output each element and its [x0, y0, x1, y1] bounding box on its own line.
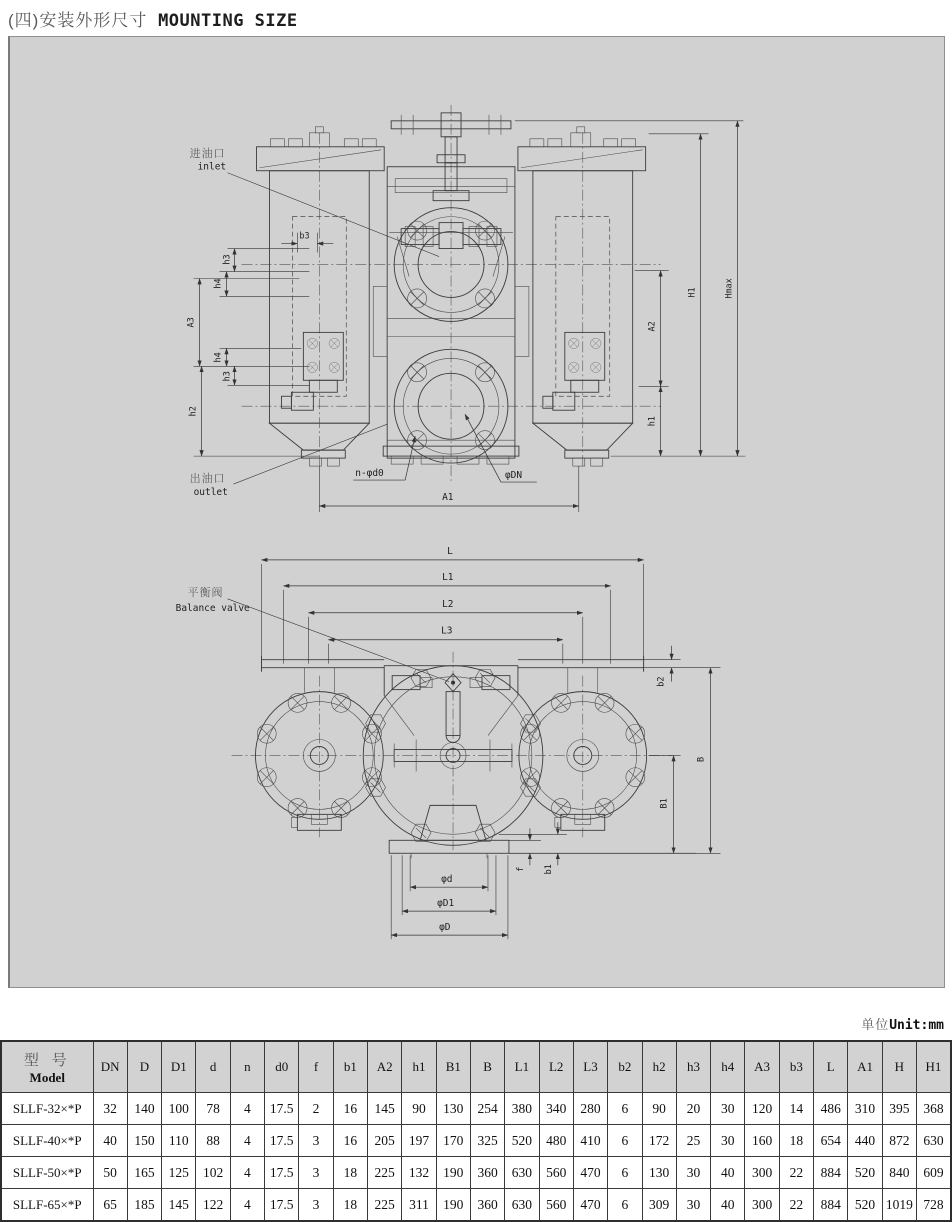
table-cell: 520 [505, 1125, 539, 1157]
column-header-h3: h3 [676, 1041, 710, 1093]
technical-drawing [10, 37, 944, 987]
table-cell: 22 [779, 1157, 813, 1189]
table-cell: 18 [333, 1189, 367, 1222]
table-cell: 520 [848, 1157, 882, 1189]
table-cell: 18 [779, 1125, 813, 1157]
table-cell: 884 [814, 1157, 848, 1189]
table-cell: 311 [402, 1189, 436, 1222]
table-cell: 32 [93, 1093, 127, 1125]
table-cell: 172 [642, 1125, 676, 1157]
table-cell: 65 [93, 1189, 127, 1222]
column-header-h4: h4 [711, 1041, 745, 1093]
table-cell: 90 [402, 1093, 436, 1125]
table-cell: 17.5 [265, 1093, 299, 1125]
page-title-en: MOUNTING SIZE [158, 11, 298, 31]
table-cell: 280 [573, 1093, 607, 1125]
table-cell: 50 [93, 1157, 127, 1189]
column-header-L3: L3 [573, 1041, 607, 1093]
table-cell: 4 [230, 1157, 264, 1189]
table-cell: 18 [333, 1157, 367, 1189]
column-header-d: d [196, 1041, 230, 1093]
table-cell: 309 [642, 1189, 676, 1222]
dim-b2: b2 [655, 676, 666, 687]
page-title [8, 6, 298, 31]
dim-B1: B1 [658, 798, 669, 809]
inlet-label-zh: 进油口 [189, 146, 226, 160]
column-header-B1: B1 [436, 1041, 470, 1093]
column-header-b3: b3 [779, 1041, 813, 1093]
front-view [186, 105, 746, 512]
table-cell: 630 [505, 1189, 539, 1222]
table-cell: 609 [917, 1157, 952, 1189]
table-cell: 20 [676, 1093, 710, 1125]
outlet-label-zh: 出油口 [189, 472, 226, 486]
table-cell: 840 [882, 1157, 916, 1189]
plan-dims-top [261, 546, 643, 672]
table-cell: 6 [608, 1189, 642, 1222]
dim-b1: b1 [542, 864, 553, 875]
table-cell: 100 [162, 1093, 196, 1125]
dim-B: B [695, 756, 706, 763]
table-cell: 728 [917, 1189, 952, 1222]
table-cell: 470 [573, 1157, 607, 1189]
table-cell: 17.5 [265, 1157, 299, 1189]
table-cell: 30 [711, 1125, 745, 1157]
dim-h1: h1 [646, 416, 657, 427]
model-header-cell [1, 1041, 93, 1093]
table-cell: 560 [539, 1189, 573, 1222]
table-cell: 630 [917, 1125, 952, 1157]
table-cell: 3 [299, 1125, 333, 1157]
table-cell: 410 [573, 1125, 607, 1157]
table-cell: 470 [573, 1189, 607, 1222]
table-cell: 3 [299, 1189, 333, 1222]
table-cell: 190 [436, 1189, 470, 1222]
bore-label: φDN [504, 470, 523, 482]
table-cell: 486 [814, 1093, 848, 1125]
table-cell: 30 [676, 1189, 710, 1222]
dim-h3-lower: h3 [221, 371, 232, 382]
table-cell: 2 [299, 1093, 333, 1125]
table-cell: 254 [470, 1093, 504, 1125]
table-cell: 14 [779, 1093, 813, 1125]
plan-view [176, 546, 721, 939]
dim-L: L [447, 545, 453, 557]
balance-valve-callout [176, 585, 449, 682]
table-cell: 480 [539, 1125, 573, 1157]
column-header-H: H [882, 1041, 916, 1093]
table-cell: 4 [230, 1093, 264, 1125]
table-cell: 17.5 [265, 1189, 299, 1222]
dim-a2: A2 [646, 321, 657, 332]
column-header-L2: L2 [539, 1041, 573, 1093]
drawing-panel [8, 36, 945, 988]
balance-valve-label-en: Balance valve [175, 602, 250, 614]
table-cell: 130 [642, 1157, 676, 1189]
table-cell: 1019 [882, 1189, 916, 1222]
table-cell: 145 [162, 1189, 196, 1222]
column-header-DN: DN [93, 1041, 127, 1093]
table-cell: 88 [196, 1125, 230, 1157]
dim-L1: L1 [442, 571, 454, 583]
dim-b3: b3 [299, 230, 310, 241]
column-header-A2: A2 [368, 1041, 402, 1093]
table-cell: 884 [814, 1189, 848, 1222]
table-cell: 110 [162, 1125, 196, 1157]
table-cell: 140 [127, 1093, 161, 1125]
column-header-b1: b1 [333, 1041, 367, 1093]
table-cell: 25 [676, 1125, 710, 1157]
table-cell: 368 [917, 1093, 952, 1125]
column-header-L1: L1 [505, 1041, 539, 1093]
unit-note-en: Unit:mm [889, 1018, 944, 1033]
model-cell: SLLF-65×*P [1, 1189, 93, 1222]
column-header-A1: A1 [848, 1041, 882, 1093]
column-header-D: D [127, 1041, 161, 1093]
table-cell: 30 [676, 1157, 710, 1189]
table-cell: 90 [642, 1093, 676, 1125]
inlet-label-en: inlet [197, 161, 227, 173]
model-cell: SLLF-32×*P [1, 1093, 93, 1125]
bolt-holes-label: n-φd0 [355, 468, 384, 480]
dim-phi-D: φD [439, 922, 451, 934]
table-row [1, 1125, 951, 1157]
table-cell: 3 [299, 1157, 333, 1189]
dim-H1: H1 [686, 287, 697, 298]
table-cell: 17.5 [265, 1125, 299, 1157]
table-cell: 132 [402, 1157, 436, 1189]
table-cell: 440 [848, 1125, 882, 1157]
table-cell: 4 [230, 1189, 264, 1222]
dimension-table-header [1, 1041, 951, 1093]
model-header-zh: 型 号 [23, 1050, 71, 1069]
table-row [1, 1189, 951, 1222]
model-cell: SLLF-40×*P [1, 1125, 93, 1157]
table-cell: 6 [608, 1125, 642, 1157]
table-cell: 78 [196, 1093, 230, 1125]
table-cell: 310 [848, 1093, 882, 1125]
table-cell: 560 [539, 1157, 573, 1189]
dimension-table [0, 1040, 952, 1222]
column-header-h2: h2 [642, 1041, 676, 1093]
unit-note [861, 1014, 944, 1033]
column-header-d0: d0 [265, 1041, 299, 1093]
dim-f: f [514, 866, 525, 872]
table-cell: 325 [470, 1125, 504, 1157]
table-cell: 300 [745, 1189, 779, 1222]
unit-note-zh: 单位 [861, 1017, 890, 1032]
table-cell: 654 [814, 1125, 848, 1157]
table-cell: 125 [162, 1157, 196, 1189]
table-cell: 102 [196, 1157, 230, 1189]
model-cell: SLLF-50×*P [1, 1157, 93, 1189]
table-cell: 160 [745, 1125, 779, 1157]
table-cell: 630 [505, 1157, 539, 1189]
table-cell: 165 [127, 1157, 161, 1189]
table-cell: 30 [711, 1093, 745, 1125]
table-cell: 6 [608, 1157, 642, 1189]
table-cell: 16 [333, 1093, 367, 1125]
plan-piping [261, 656, 643, 743]
table-cell: 185 [127, 1189, 161, 1222]
table-cell: 145 [368, 1093, 402, 1125]
table-cell: 395 [882, 1093, 916, 1125]
dim-a3: A3 [185, 317, 196, 328]
table-cell: 150 [127, 1125, 161, 1157]
table-cell: 190 [436, 1157, 470, 1189]
table-cell: 6 [608, 1093, 642, 1125]
column-header-D1: D1 [162, 1041, 196, 1093]
front-callouts [187, 146, 537, 499]
column-header-f: f [299, 1041, 333, 1093]
table-cell: 4 [230, 1125, 264, 1157]
model-header-en: Model [29, 1069, 65, 1085]
dim-hmax: Hmax [723, 278, 734, 299]
table-cell: 225 [368, 1157, 402, 1189]
dim-phi-d1: φD1 [437, 898, 455, 910]
dim-h2: h2 [187, 406, 198, 417]
table-row [1, 1157, 951, 1189]
table-cell: 122 [196, 1189, 230, 1222]
table-cell: 130 [436, 1093, 470, 1125]
dim-a1: A1 [442, 492, 454, 504]
dim-L3: L3 [441, 625, 453, 637]
plan-dims-right [644, 646, 721, 854]
page-title-zh: (四)安装外形尺寸 [8, 11, 148, 30]
plan-dims-bottom [391, 855, 508, 939]
table-cell: 197 [402, 1125, 436, 1157]
dim-L2: L2 [442, 598, 454, 610]
table-cell: 205 [368, 1125, 402, 1157]
column-header-L: L [814, 1041, 848, 1093]
table-row [1, 1093, 951, 1125]
table-cell: 360 [470, 1189, 504, 1222]
column-header-B: B [470, 1041, 504, 1093]
outlet-label-en: outlet [193, 487, 228, 499]
table-cell: 16 [333, 1125, 367, 1157]
table-cell: 380 [505, 1093, 539, 1125]
dim-h3-upper: h3 [221, 254, 232, 265]
column-header-H1: H1 [917, 1041, 952, 1093]
dim-phi-d: φd [441, 874, 453, 886]
table-cell: 22 [779, 1189, 813, 1222]
column-header-h1: h1 [402, 1041, 436, 1093]
table-cell: 40 [711, 1157, 745, 1189]
front-dims-left [186, 231, 334, 457]
dim-h4-upper: h4 [212, 278, 223, 289]
table-cell: 872 [882, 1125, 916, 1157]
table-cell: 120 [745, 1093, 779, 1125]
right-housing [518, 127, 646, 466]
dim-h4-lower: h4 [212, 352, 223, 363]
column-header-b2: b2 [608, 1041, 642, 1093]
table-cell: 340 [539, 1093, 573, 1125]
table-cell: 300 [745, 1157, 779, 1189]
table-cell: 40 [93, 1125, 127, 1157]
column-header-A3: A3 [745, 1041, 779, 1093]
balance-valve-label-zh: 平衡阀 [187, 585, 224, 599]
table-cell: 40 [711, 1189, 745, 1222]
column-header-n: n [230, 1041, 264, 1093]
table-cell: 520 [848, 1189, 882, 1222]
table-cell: 225 [368, 1189, 402, 1222]
table-cell: 360 [470, 1157, 504, 1189]
table-cell: 170 [436, 1125, 470, 1157]
